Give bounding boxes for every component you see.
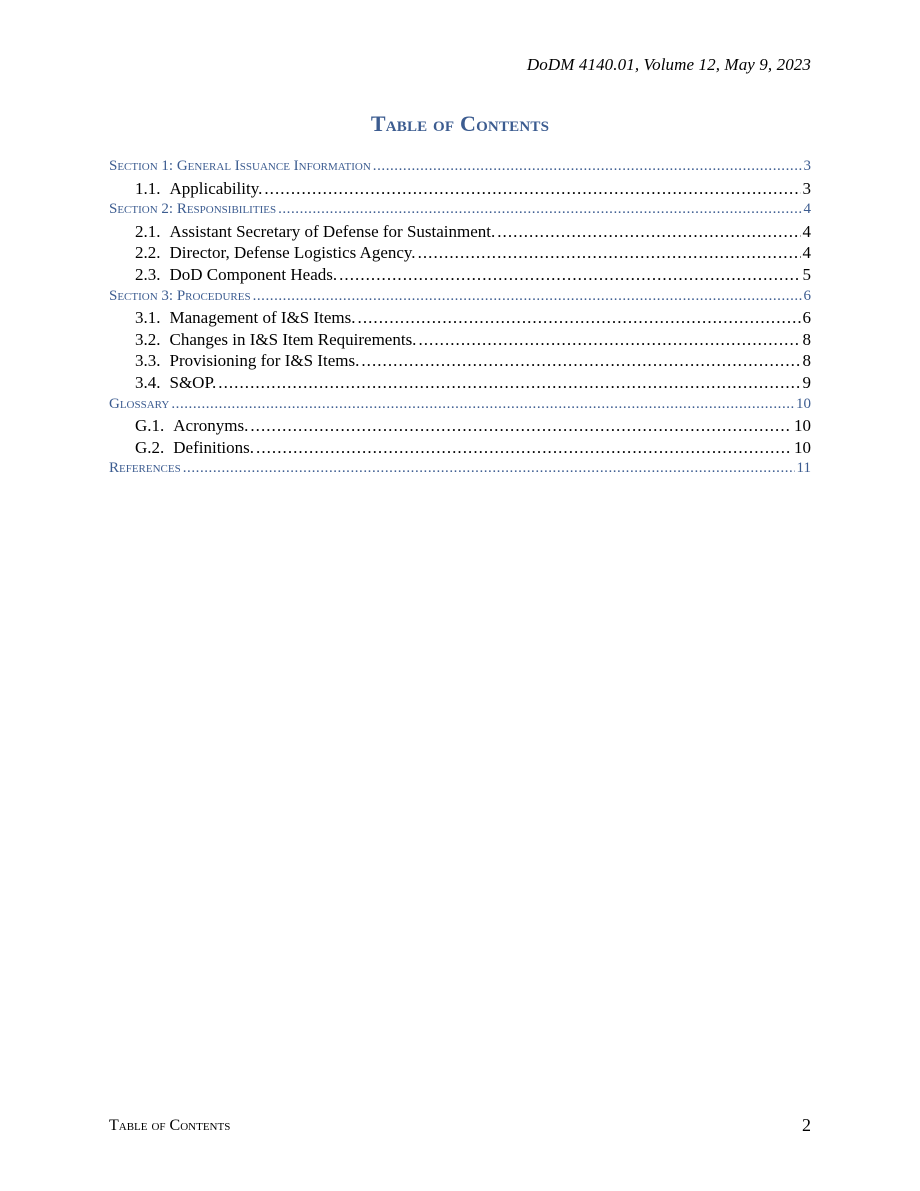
toc-section-entry[interactable]: [109, 286, 811, 308]
toc-entry-number: 3.1.: [135, 308, 161, 328]
dot-leader: [250, 415, 792, 437]
toc-page-number: 10: [794, 416, 811, 436]
toc-section-entry[interactable]: [109, 156, 811, 178]
dot-leader: [278, 199, 801, 221]
toc-entry-label: [135, 221, 495, 243]
toc-entry-label: [135, 307, 356, 329]
toc-entry-number: 2.1.: [135, 221, 161, 241]
toc-subsection-entry[interactable]: [109, 372, 811, 394]
toc-section-entry[interactable]: [109, 394, 811, 416]
toc-entry-label: [135, 264, 337, 286]
toc-page-number: 4: [803, 201, 811, 218]
toc-page-number: 10: [794, 437, 811, 457]
toc-entry-text: Provisioning for I&S Items.: [169, 351, 360, 371]
toc-entry-number: 3.3.: [135, 351, 161, 371]
toc-section-entry[interactable]: [109, 458, 811, 480]
dot-leader: [497, 221, 800, 243]
toc-subsection-entry[interactable]: [109, 242, 811, 264]
toc-page-number: 9: [802, 372, 811, 392]
toc-entry-number: 2.2.: [135, 243, 161, 263]
toc-page-number: 4: [802, 243, 811, 263]
toc-page-number: 3: [802, 178, 811, 198]
toc-subsection-entry[interactable]: [109, 307, 811, 329]
dot-leader: [183, 458, 795, 480]
toc-entry-label: Section 2: Responsibilities: [109, 201, 277, 218]
dot-leader: [418, 329, 800, 351]
toc-subsection-entry[interactable]: [109, 437, 811, 459]
toc-entry-number: 3.4.: [135, 372, 161, 392]
toc-page-number: 6: [802, 308, 811, 328]
toc-page-number: 6: [803, 287, 811, 304]
toc-entry-label: [135, 329, 416, 351]
toc-page-number: 5: [802, 264, 811, 284]
dot-leader: [171, 394, 794, 416]
toc-entry-label: [135, 242, 416, 264]
page-title: Table of Contents: [370, 111, 550, 136]
toc-entry-text: Changes in I&S Item Requirements.: [169, 329, 417, 349]
toc-entry-number: 2.3.: [135, 264, 161, 284]
toc-entry-label: [135, 415, 248, 437]
toc-page-number: 8: [802, 329, 811, 349]
dot-leader: [218, 372, 800, 394]
toc-page-number: 4: [802, 221, 811, 241]
dot-leader: [256, 437, 792, 459]
toc-subsection-entry[interactable]: [109, 178, 811, 200]
toc-page-number: 3: [803, 158, 811, 174]
running-head: DoDM 4140.01, Volume 12, May 9, 2023: [526, 55, 811, 74]
toc-entry-label: [135, 350, 359, 372]
toc-entry-number: G.2.: [135, 437, 165, 457]
toc-entry-label: References: [109, 460, 181, 477]
toc-entry-label: Glossary: [109, 395, 170, 412]
footer-section-label: Table of Contents: [109, 1117, 231, 1134]
toc-entry-text: S&OP.: [169, 372, 217, 392]
toc-entry-text: Director, Defense Logistics Agency.: [169, 243, 416, 263]
dot-leader: [361, 350, 800, 372]
toc-entry-number: 1.1.: [135, 178, 161, 198]
toc-entry-label: Section 3: Procedures: [109, 287, 251, 304]
toc-subsection-entry[interactable]: [109, 415, 811, 437]
toc-entry-text: Definitions.: [173, 437, 255, 457]
toc-page-number: 8: [802, 351, 811, 371]
toc-entry-text: DoD Component Heads.: [169, 264, 338, 284]
toc-subsection-entry[interactable]: [109, 264, 811, 286]
dot-leader: [253, 286, 802, 308]
toc-entry-label: [135, 437, 254, 459]
dot-leader: [358, 307, 801, 329]
toc-entry-label: [135, 372, 216, 394]
page-number: 2: [802, 1115, 811, 1135]
toc-subsection-entry[interactable]: [109, 329, 811, 351]
toc-page-number: 11: [796, 460, 811, 477]
toc-entry-text: Assistant Secretary of Defense for Sustainment.: [169, 221, 496, 241]
toc-entry-number: 3.2.: [135, 329, 161, 349]
dot-leader: [373, 156, 802, 178]
toc-entry-number: G.1.: [135, 416, 165, 436]
toc-section-entry[interactable]: [109, 199, 811, 221]
toc-page-number: 10: [796, 395, 811, 412]
table-of-contents: [109, 156, 811, 480]
toc-entry-text: Applicability.: [169, 178, 263, 198]
dot-leader: [264, 178, 800, 200]
toc-subsection-entry[interactable]: [109, 350, 811, 372]
dot-leader: [418, 242, 801, 264]
toc-entry-text: Management of I&S Items.: [169, 308, 356, 328]
toc-entry-text: Acronyms.: [173, 416, 249, 436]
dot-leader: [339, 264, 800, 286]
toc-entry-label: Section 1: General Issuance Information: [109, 158, 371, 174]
toc-subsection-entry[interactable]: [109, 221, 811, 243]
toc-entry-label: [135, 178, 262, 200]
